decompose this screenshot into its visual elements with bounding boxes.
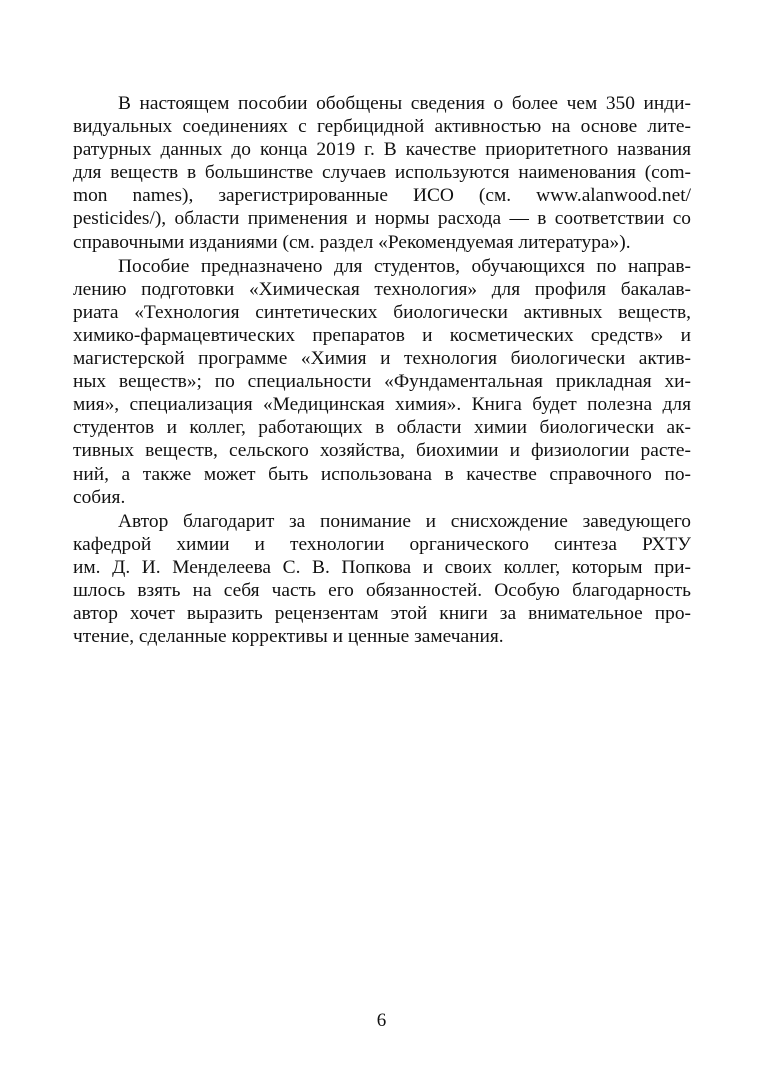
- text-line: химико-фармацевтических препаратов и косметических средств» и: [73, 324, 691, 346]
- text-line: ний, а также может быть использована в качестве справочного по-: [73, 463, 691, 485]
- text-line: тивных веществ, сельского хозяйства, биохимии и физиологии расте-: [73, 440, 691, 462]
- page-number: 6: [376, 1010, 387, 1031]
- text-line: Пособие предназначено для студентов, обучающихся по направ-: [118, 255, 691, 277]
- paragraph-1: [73, 92, 691, 254]
- text-line: магистерской программе «Химия и технология биологически актив-: [73, 348, 691, 370]
- text-line: pesticides/), области применения и нормы расхода — в соответствии со: [73, 208, 691, 230]
- text-line: В настоящем пособии обобщены сведения о более чем 350 инди-: [118, 93, 691, 114]
- text-line: автор хочет выразить рецензентам этой книги за внимательное про-: [73, 603, 691, 625]
- text-line: шлось взять на себя часть его обязанностей. Особую благодарность: [73, 579, 691, 601]
- text-line: видуальных соединениях с гербицидной активностью на основе лите-: [73, 116, 691, 138]
- body-text: [73, 92, 691, 648]
- text-line: лению подготовки «Химическая технология» для профиля бакалав-: [73, 278, 691, 300]
- paragraph-3: [73, 510, 691, 649]
- text-line: кафедрой химии и технологии органического синтеза РХТУ: [73, 533, 691, 555]
- paragraph-2: [73, 255, 691, 509]
- text-line: справочными изданиями (см. раздел «Рекомендуемая литература»).: [73, 231, 631, 253]
- text-line: ратурных данных до конца 2019 г. В качестве приоритетного названия: [73, 139, 691, 161]
- text-line: ных веществ»; по специальности «Фундаментальная прикладная хи-: [73, 371, 691, 393]
- text-line: для веществ в большинстве случаев используются наименования (com-: [73, 162, 691, 184]
- text-line: мия», специализация «Медицинская химия». Книга будет полезна для: [73, 394, 691, 416]
- text-line: Автор благодарит за понимание и снисхождение заведующего: [118, 510, 691, 532]
- text-line: им. Д. И. Менделеева С. В. Попкова и своих коллег, которым при-: [73, 556, 691, 578]
- text-line: mon names), зарегистрированные ИСО (см. www.alanwood.net/: [73, 185, 691, 207]
- text-line: риата «Технология синтетических биологически активных веществ,: [73, 301, 691, 323]
- text-line: чтение, сделанные коррективы и ценные замечания.: [73, 626, 504, 648]
- text-line: студентов и коллег, работающих в области химии биологически ак-: [73, 417, 691, 439]
- text-line: собия.: [73, 486, 126, 508]
